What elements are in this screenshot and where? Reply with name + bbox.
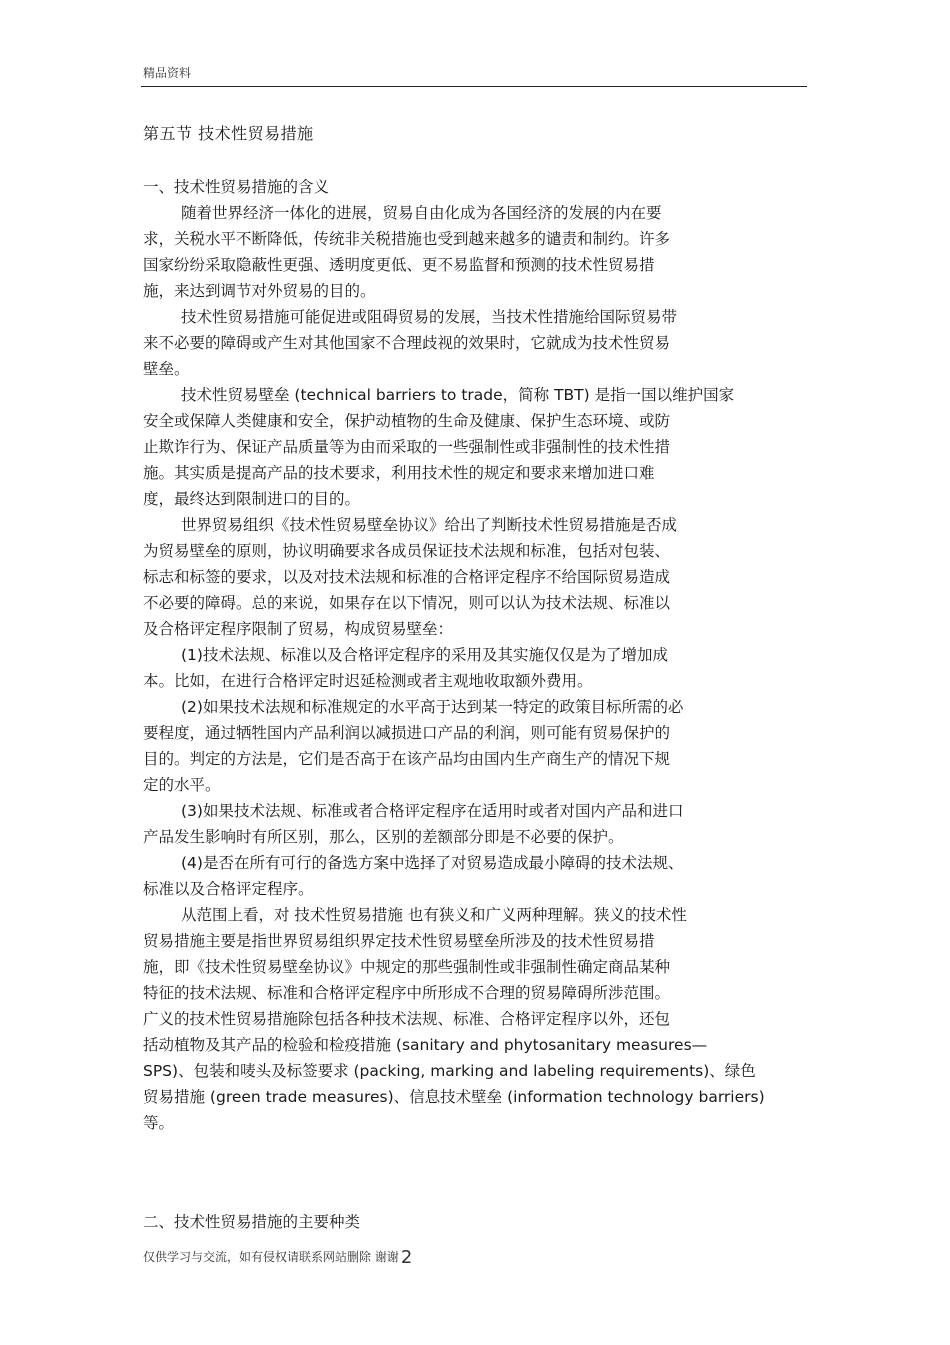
text-line: 为贸易壁垒的原则，协议明确要求各成员保证技术法规和标准，包括对包装、 [143,542,671,560]
heading-types: 二、技术性贸易措施的主要种类 [143,1213,361,1231]
text-line: 等。 [143,1114,175,1132]
text-line: 技术性贸易壁垒 (technical barriers to trade，简称 TBT) 是指一国以维护国家 [181,386,735,404]
text-line: 产品发生影响时有所区别，那么，区别的差额部分即是不必要的保护。 [143,828,624,846]
text-line: (3)如果技术法规、标准或者合格评定程序在适用时或者对国内产品和进口 [181,802,684,820]
text-line: 贸易措施 (green trade measures)、信息技术壁垒 (information technology barriers) [143,1088,765,1106]
text-line: 标志和标签的要求，以及对技术法规和标准的合格评定程序不给国际贸易造成 [143,568,671,586]
text-line: 来不必要的障碍或产生对其他国家不合理歧视的效果时，它就成为技术性贸易 [143,334,671,352]
text-line: 目的。判定的方法是，它们是否高于在该产品均由国内生产商生产的情况下规 [143,750,671,768]
text-line: (2)如果技术法规和标准规定的水平高于达到某一特定的政策目标所需的必 [181,698,684,716]
text-line: 定的水平。 [143,776,221,794]
text-line: 特征的技术法规、标准和合格评定程序中所形成不合理的贸易障碍所涉范围。 [143,984,671,1002]
footer [143,1247,412,1268]
text-line: 贸易措施主要是指世界贸易组织界定技术性贸易壁垒所涉及的技术性贸易措 [143,932,655,950]
section-title: 第五节 技术性贸易措施 [143,124,314,143]
text-line: 度，最终达到限制进口的目的。 [143,490,361,508]
text-line: 要程度，通过牺牲国内产品利润以减损进口产品的利润，则可能有贸易保护的 [143,724,671,742]
text-line: 从范围上看，对 技术性贸易措施 也有狭义和广义两种理解。狭义的技术性 [181,906,687,924]
text-line: 及合格评定程序限制了贸易，构成贸易壁垒： [143,620,454,638]
text-line: (4)是否在所有可行的备选方案中选择了对贸易造成最小障碍的技术法规、 [181,854,684,872]
text-line: 施，即《技术性贸易壁垒协议》中规定的那些强制性或非强制性确定商品某种 [143,958,671,976]
text-line: SPS)、包装和唛头及标签要求 (packing, marking and labeling requirements)、绿色 [143,1062,756,1080]
text-line: 世界贸易组织《技术性贸易壁垒协议》给出了判断技术性贸易措施是否成 [181,516,678,534]
text-line: 括动植物及其产品的检验和检疫措施 (sanitary and phytosanitary measures— [143,1036,708,1054]
body-text [143,200,803,1136]
footer-text: 仅供学习与交流，如有侵权请联系网站删除 谢谢 [143,1250,399,1264]
heading-definition: 一、技术性贸易措施的含义 [143,178,330,196]
text-line: 安全或保障人类健康和安全，保护动植物的生命及健康、保护生态环境、或防 [143,412,671,430]
text-line: (1)技术法规、标准以及合格评定程序的采用及其实施仅仅是为了增加成 [181,646,668,664]
text-line: 施。其实质是提高产品的技术要求，利用技术性的规定和要求来增加进口难 [143,464,655,482]
text-line: 施，来达到调节对外贸易的目的。 [143,282,376,300]
text-line: 壁垒。 [143,360,190,378]
text-line: 随着世界经济一体化的进展，贸易自由化成为各国经济的发展的内在要 [181,204,662,222]
text-line: 本。比如，在进行合格评定时迟延检测或者主观地收取额外费用。 [143,672,593,690]
text-line: 标准以及合格评定程序。 [143,880,314,898]
text-line: 技术性贸易措施可能促进或阻碍贸易的发展，当技术性措施给国际贸易带 [181,308,678,326]
text-line: 广义的技术性贸易措施除包括各种技术法规、标准、合格评定程序以外，还包 [143,1010,671,1028]
header-rule [141,86,807,87]
page-number: 2 [400,1247,413,1268]
header-label: 精品资料 [143,66,192,80]
text-line: 国家纷纷采取隐蔽性更强、透明度更低、更不易监督和预测的技术性贸易措 [143,256,655,274]
text-line: 止欺诈行为、保证产品质量等为由而采取的一些强制性或非强制性的技术性措 [143,438,671,456]
text-line: 不必要的障碍。总的来说，如果存在以下情况，则可以认为技术法规、标准以 [143,594,671,612]
text-line: 求，关税水平不断降低，传统非关税措施也受到越来越多的谴责和制约。许多 [143,230,671,248]
